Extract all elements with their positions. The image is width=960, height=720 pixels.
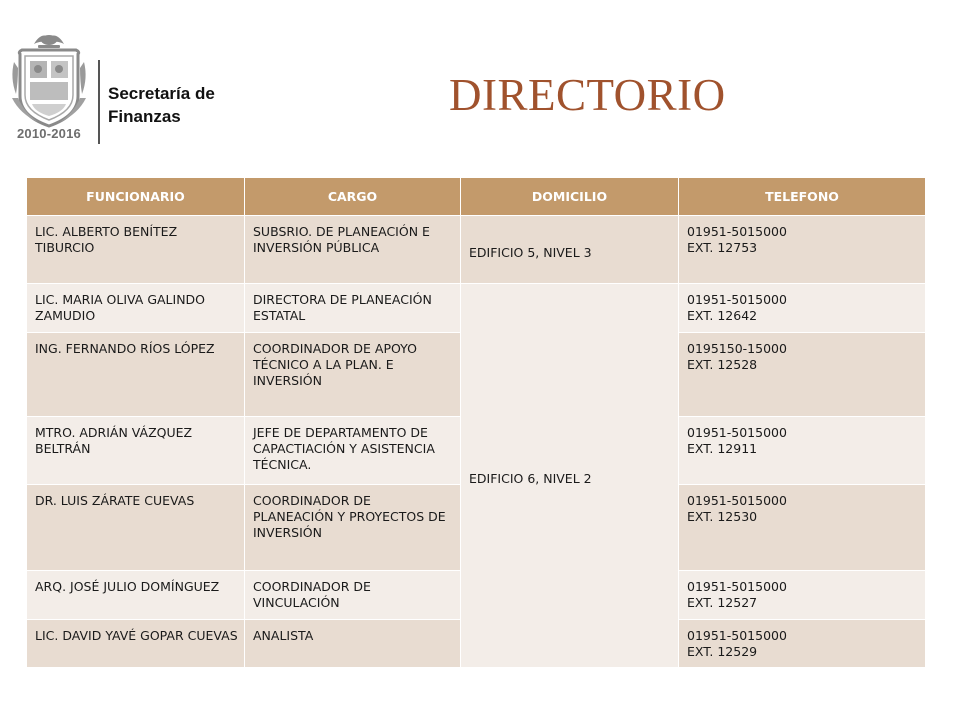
funcionario-cell: LIC. ALBERTO BENÍTEZ TIBURCIO: [27, 216, 245, 284]
telefono-number: 01951-5015000: [687, 292, 787, 307]
column-header-telefono: TELEFONO: [679, 178, 926, 216]
cargo-cell: COORDINADOR DE APOYO TÉCNICO A LA PLAN. E INVERSIÓN: [245, 333, 461, 417]
cargo-cell: ANALISTA: [245, 620, 461, 668]
domicilio-cell-merged: EDIFICIO 6, NIVEL 2: [461, 284, 679, 668]
funcionario-cell: MTRO. ADRIÁN VÁZQUEZ BELTRÁN: [27, 417, 245, 485]
header-divider: [98, 60, 100, 144]
table-row: [27, 284, 926, 333]
telefono-ext: EXT. 12529: [687, 644, 758, 659]
telefono-cell: [679, 216, 926, 284]
telefono-number: 01951-5015000: [687, 493, 787, 508]
department-name: [108, 82, 258, 128]
department-name-line2: Finanzas: [108, 107, 181, 126]
table-header-row: [27, 178, 926, 216]
cargo-cell: COORDINADOR DE PLANEACIÓN Y PROYECTOS DE INVERSIÓN: [245, 485, 461, 571]
department-name-line1: Secretaría de: [108, 84, 215, 103]
telefono-number: 01951-5015000: [687, 579, 787, 594]
funcionario-cell: ING. FERNANDO RÍOS LÓPEZ: [27, 333, 245, 417]
telefono-cell: [679, 620, 926, 668]
telefono-ext: EXT. 12527: [687, 595, 758, 610]
telefono-number: 0195150-15000: [687, 341, 787, 356]
funcionario-cell: ARQ. JOSÉ JULIO DOMÍNGUEZ: [27, 571, 245, 620]
eagle-icon: [34, 35, 64, 48]
column-header-funcionario: FUNCIONARIO: [27, 178, 245, 216]
telefono-cell: [679, 417, 926, 485]
table-row: [27, 216, 926, 284]
funcionario-cell: LIC. MARIA OLIVA GALINDO ZAMUDIO: [27, 284, 245, 333]
cargo-cell: DIRECTORA DE PLANEACIÓN ESTATAL: [245, 284, 461, 333]
directory-table: [26, 177, 926, 668]
cargo-cell: JEFE DE DEPARTAMENTO DE CAPACTIACIÓN Y ASISTENCIA TÉCNICA.: [245, 417, 461, 485]
telefono-number: 01951-5015000: [687, 628, 787, 643]
funcionario-cell: DR. LUIS ZÁRATE CUEVAS: [27, 485, 245, 571]
cargo-cell: COORDINADOR DE VINCULACIÓN: [245, 571, 461, 620]
telefono-ext: EXT. 12528: [687, 357, 758, 372]
telefono-ext: EXT. 12530: [687, 509, 758, 524]
funcionario-cell: LIC. DAVID YAVÉ GOPAR CUEVAS: [27, 620, 245, 668]
column-header-cargo: CARGO: [245, 178, 461, 216]
crest-year-label: 2010-2016: [17, 126, 81, 141]
domicilio-cell: EDIFICIO 5, NIVEL 3: [461, 216, 679, 284]
telefono-number: 01951-5015000: [687, 425, 787, 440]
telefono-ext: EXT. 12911: [687, 441, 758, 456]
column-header-domicilio: DOMICILIO: [461, 178, 679, 216]
telefono-cell: [679, 284, 926, 333]
telefono-ext: EXT. 12642: [687, 308, 758, 323]
telefono-ext: EXT. 12753: [687, 240, 758, 255]
telefono-cell: [679, 333, 926, 417]
page-title: DIRECTORIO: [449, 70, 726, 120]
telefono-number: 01951-5015000: [687, 224, 787, 239]
telefono-cell: [679, 571, 926, 620]
telefono-cell: [679, 485, 926, 571]
cargo-cell: SUBSRIO. DE PLANEACIÓN E INVERSIÓN PÚBLICA: [245, 216, 461, 284]
